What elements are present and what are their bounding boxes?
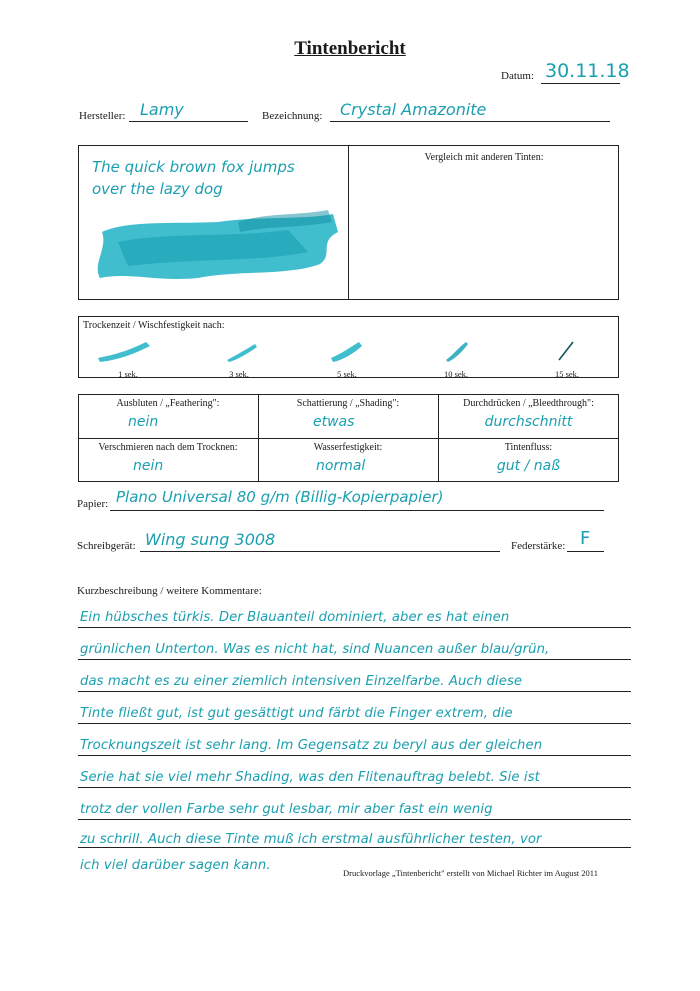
nib-value: F bbox=[580, 528, 591, 549]
nib-underline bbox=[567, 551, 604, 552]
bleedthrough-label: Durchdrücken / „Bleedthrough": bbox=[463, 398, 594, 409]
drying-time-3: 5 sek. bbox=[337, 369, 357, 379]
date-underline bbox=[541, 83, 620, 84]
flow-value: gut / naß bbox=[496, 458, 561, 474]
comment-rule bbox=[78, 819, 631, 820]
shading-value: etwas bbox=[313, 414, 355, 430]
maker-label: Hersteller: bbox=[79, 110, 126, 122]
pangram-line-1: The quick brown fox jumps bbox=[92, 158, 295, 176]
page-title: Tintenbericht bbox=[294, 38, 406, 59]
flow-label: Tintenfluss: bbox=[504, 442, 553, 453]
date-value: 30.11.18 bbox=[545, 60, 630, 82]
drying-sample-4 bbox=[416, 340, 496, 379]
drying-sample-2 bbox=[199, 340, 279, 379]
comparison-label: Vergleich mit anderen Tinten: bbox=[424, 152, 544, 163]
pangram-line-2: over the lazy dog bbox=[92, 180, 223, 198]
ink-swatch bbox=[88, 202, 343, 284]
comment-text-line: das macht es zu einer ziemlich intensiven Einzelfarbe. Auch diese bbox=[80, 674, 523, 689]
drying-sample-5 bbox=[527, 340, 607, 379]
comment-text-line: zu schrill. Auch diese Tinte muß ich erstmal ausführlicher testen, vor bbox=[80, 832, 542, 847]
comment-rule bbox=[78, 627, 631, 628]
feathering-label: Ausbluten / „Feathering": bbox=[116, 398, 220, 409]
drying-sample-1 bbox=[88, 340, 168, 379]
comment-text-line: Trocknungszeit ist sehr lang. Im Gegensatz zu beryl aus der gleichen bbox=[80, 738, 543, 753]
comment-text-line: Tinte fließt gut, ist gut gesättigt und färbt die Finger extrem, die bbox=[80, 706, 513, 721]
comment-rule bbox=[78, 659, 631, 660]
drying-sample-3 bbox=[307, 340, 387, 379]
drying-time-5: 15 sek. bbox=[554, 369, 580, 379]
paper-label: Papier: bbox=[77, 498, 109, 510]
comment-rule bbox=[78, 787, 631, 788]
drying-label: Trockenzeit / Wischfestigkeit nach: bbox=[83, 320, 225, 331]
pen-underline bbox=[140, 551, 500, 552]
comments-label: Kurzbeschreibung / weitere Kommentare: bbox=[77, 585, 262, 597]
comment-rule bbox=[78, 723, 631, 724]
comment-text-line: trotz der vollen Farbe sehr gut lesbar, mir aber fast ein wenig bbox=[80, 802, 493, 817]
paper-value: Plano Universal 80 g/m (Billig-Kopierpapier) bbox=[116, 488, 444, 506]
comment-text-line: Ein hübsches türkis. Der Blauanteil dominiert, aber es hat einen bbox=[80, 610, 510, 625]
date-label: Datum: bbox=[501, 70, 534, 82]
comment-rule bbox=[78, 755, 631, 756]
drying-time-1: 1 sek. bbox=[118, 369, 138, 379]
pen-value: Wing sung 3008 bbox=[145, 530, 276, 549]
comment-text-line: ich viel darüber sagen kann. bbox=[80, 858, 271, 873]
drying-time-4: 10 sek. bbox=[443, 369, 469, 379]
name-value: Crystal Amazonite bbox=[340, 100, 487, 119]
bleedthrough-value: durchschnitt bbox=[484, 414, 573, 430]
comment-text-line: grünlichen Unterton. Was es nicht hat, sind Nuancen außer blau/grün, bbox=[80, 642, 550, 657]
name-label: Bezeichnung: bbox=[262, 110, 323, 122]
paper-underline bbox=[110, 510, 604, 511]
smearing-value: nein bbox=[133, 458, 164, 474]
footer-credit: Druckvorlage „Tintenbericht" erstellt von Michael Richter im August 2011 bbox=[343, 868, 598, 878]
maker-underline bbox=[129, 121, 248, 122]
feathering-value: nein bbox=[128, 414, 159, 430]
name-underline bbox=[330, 121, 610, 122]
shading-label: Schattierung / „Shading": bbox=[296, 398, 400, 409]
waterproof-value: normal bbox=[316, 458, 366, 474]
comment-rule bbox=[78, 847, 631, 848]
waterproof-label: Wasserfestigkeit: bbox=[313, 442, 383, 453]
sample-divider bbox=[348, 145, 349, 300]
comment-text-line: Serie hat sie viel mehr Shading, was den Flitenauftrag belebt. Sie ist bbox=[80, 770, 540, 785]
properties-row-divider bbox=[78, 438, 619, 439]
smearing-label: Verschmieren nach dem Trocknen: bbox=[98, 442, 238, 453]
comment-rule bbox=[78, 691, 631, 692]
pen-label: Schreibgerät: bbox=[77, 540, 136, 552]
nib-label: Federstärke: bbox=[511, 540, 566, 552]
drying-time-2: 3 sek. bbox=[229, 369, 249, 379]
maker-value: Lamy bbox=[140, 100, 184, 119]
